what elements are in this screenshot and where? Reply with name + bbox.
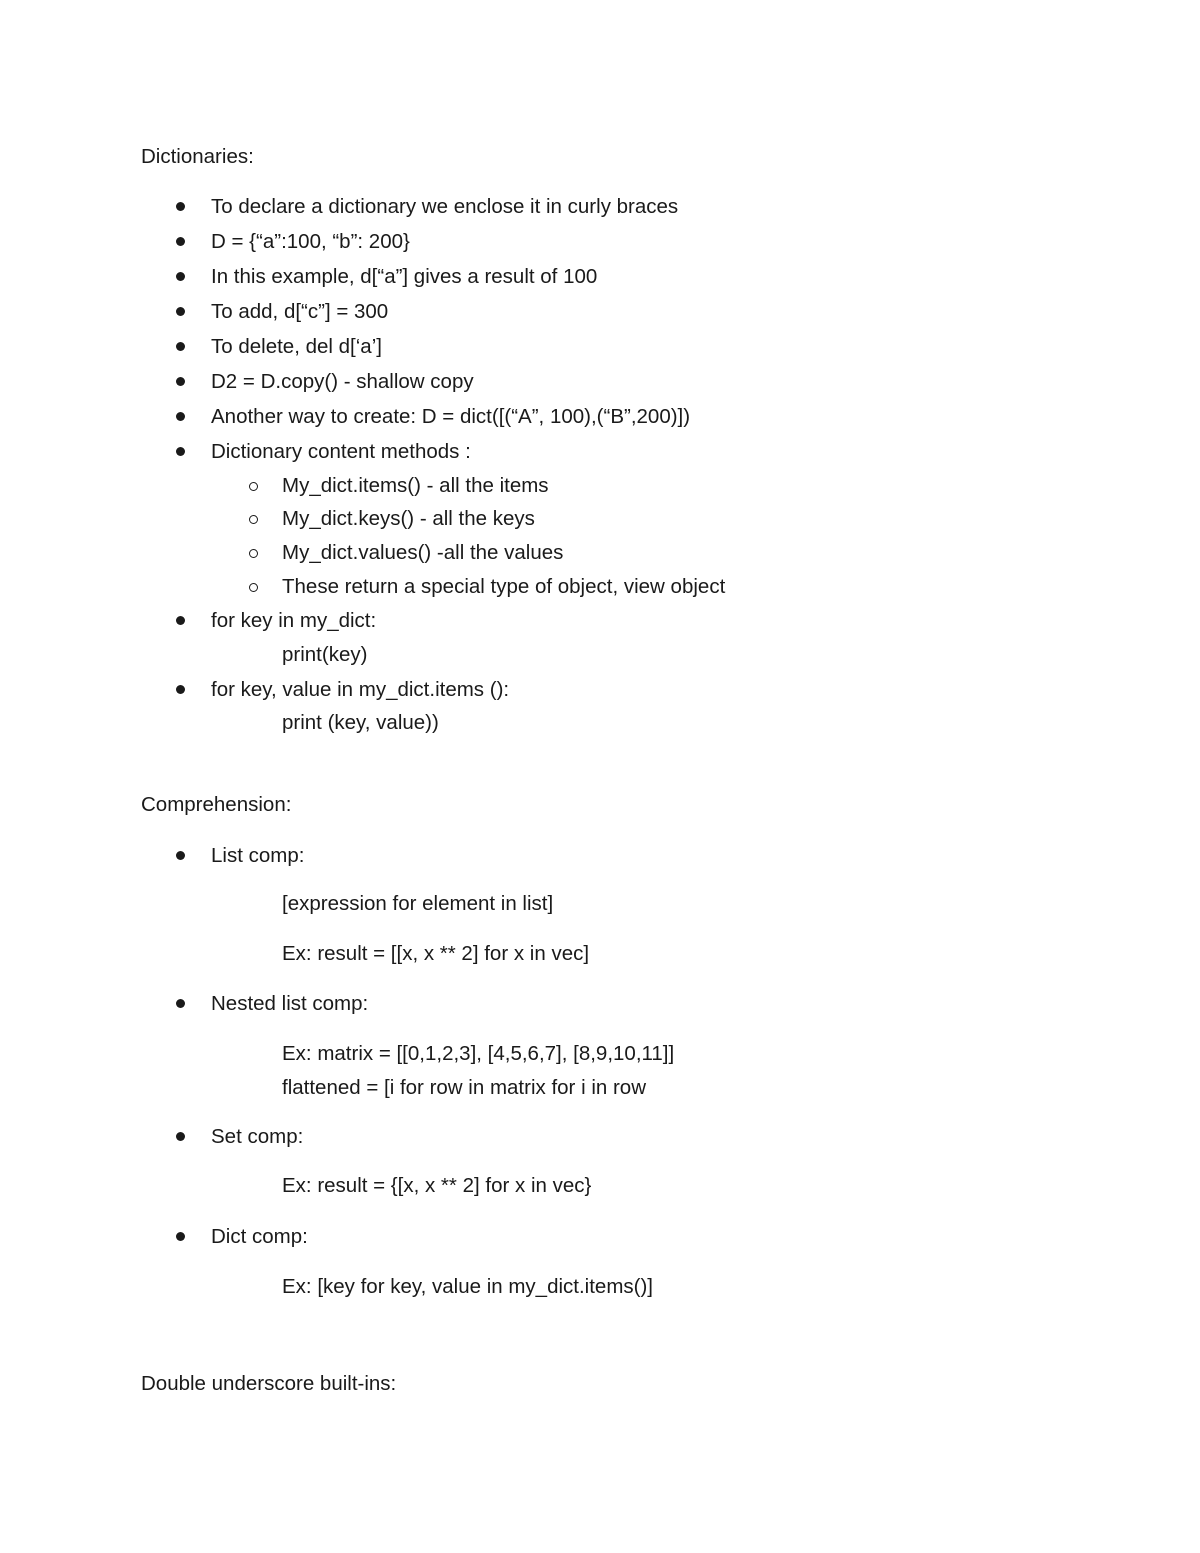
- bullet-icon: [176, 999, 185, 1008]
- bullet-icon: [176, 377, 185, 386]
- bullet-icon: [176, 616, 185, 625]
- list-item: To add, d[“c”] = 300: [211, 300, 389, 323]
- sub-bullet-icon: [249, 482, 258, 491]
- bullet-icon: [176, 412, 185, 421]
- list-item: In this example, d[“a”] gives a result of 100: [211, 265, 598, 288]
- list-item: Nested list comp:: [211, 992, 369, 1015]
- code-line: flattened = [i for row in matrix for i in row: [282, 1076, 647, 1099]
- code-line: Ex: matrix = [[0,1,2,3], [4,5,6,7], [8,9,10,11]]: [282, 1042, 675, 1065]
- section-heading-comprehension: Comprehension:: [141, 793, 292, 816]
- bullet-icon: [176, 307, 185, 316]
- list-item: Another way to create: D = dict([(“A”, 100),(“B”,200)]): [211, 405, 691, 428]
- list-item: To declare a dictionary we enclose it in curly braces: [211, 195, 679, 218]
- bullet-icon: [176, 851, 185, 860]
- list-item: for key, value in my_dict.items ():: [211, 678, 510, 701]
- bullet-icon: [176, 1132, 185, 1141]
- list-item: D2 = D.copy() - shallow copy: [211, 370, 474, 393]
- code-line: Ex: result = {[x, x ** 2] for x in vec}: [282, 1174, 592, 1197]
- sub-bullet-icon: [249, 549, 258, 558]
- sub-bullet-icon: [249, 583, 258, 592]
- list-item: Dictionary content methods :: [211, 440, 471, 463]
- list-item: Dict comp:: [211, 1225, 308, 1248]
- bullet-icon: [176, 685, 185, 694]
- bullet-icon: [176, 1232, 185, 1241]
- list-item: for key in my_dict:: [211, 609, 377, 632]
- bullet-icon: [176, 447, 185, 456]
- bullet-icon: [176, 342, 185, 351]
- code-line: [expression for element in list]: [282, 892, 554, 915]
- sub-list-item: My_dict.keys() - all the keys: [282, 507, 535, 530]
- code-line: Ex: [key for key, value in my_dict.items()]: [282, 1275, 654, 1298]
- section-heading-double-underscore: Double underscore built-ins:: [141, 1372, 397, 1395]
- list-item: To delete, del d[‘a’]: [211, 335, 382, 358]
- section-heading-dictionaries: Dictionaries:: [141, 145, 254, 168]
- sub-list-item: My_dict.values() -all the values: [282, 541, 564, 564]
- code-line: print (key, value)): [282, 711, 439, 734]
- bullet-icon: [176, 272, 185, 281]
- bullet-icon: [176, 237, 185, 246]
- code-line: print(key): [282, 643, 368, 666]
- bullet-icon: [176, 202, 185, 211]
- code-line: Ex: result = [[x, x ** 2] for x in vec]: [282, 942, 590, 965]
- list-item: D = {“a”:100, “b”: 200}: [211, 230, 410, 253]
- list-item: List comp:: [211, 844, 305, 867]
- sub-list-item: My_dict.items() - all the items: [282, 474, 549, 497]
- sub-bullet-icon: [249, 515, 258, 524]
- sub-list-item: These return a special type of object, view object: [282, 575, 726, 598]
- list-item: Set comp:: [211, 1125, 304, 1148]
